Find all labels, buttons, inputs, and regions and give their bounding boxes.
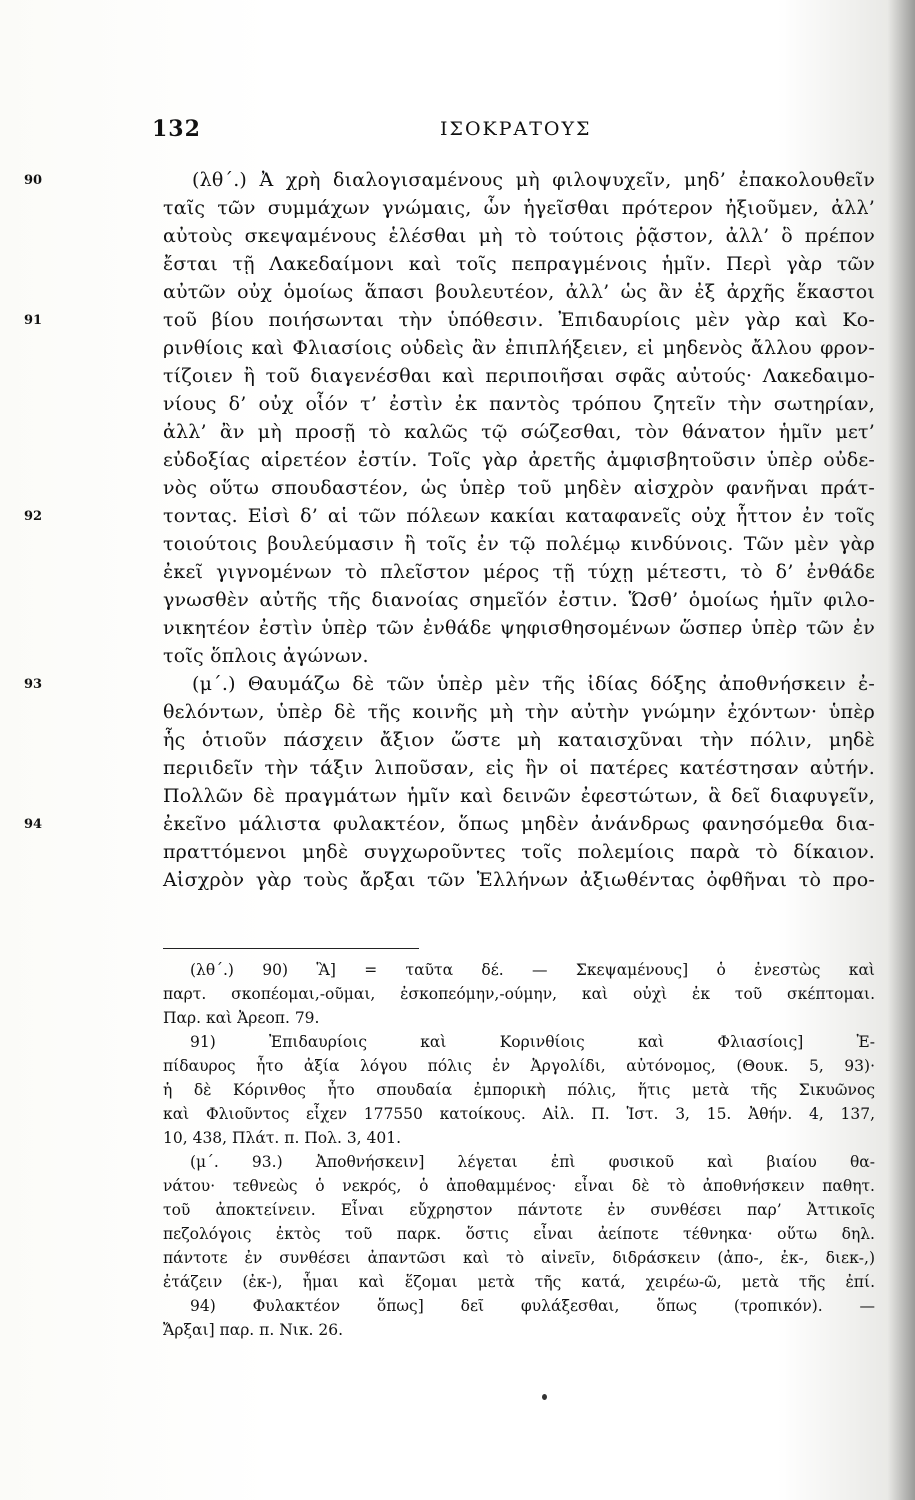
text-line-content: αὐτοὺς σκεψαμένους ἑλέσθαι μὴ τὸ τούτοις ῥᾷστον, ἀλλ’ ὃ πρέπον: [163, 225, 875, 247]
footnote-line: [0, 958, 915, 982]
text-line: [0, 446, 915, 474]
margin-section-number: 94: [24, 817, 43, 832]
text-line: [0, 782, 915, 810]
footnote-line-content: τοῦ ἀποκτείνειν. Εἶναι εὔχρηστον πάντοτε ἐν συνθέσει παρ’ Ἀττικοῖς: [163, 1201, 875, 1219]
text-line-content: περιιδεῖν τὴν τάξιν λιποῦσαν, εἰς ἣν οἱ πατέρες κατέστησαν αὐτήν.: [163, 757, 875, 779]
text-line-content: τοντας. Εἰσὶ δ’ αἱ τῶν πόλεων κακίαι καταφανεῖς οὐχ ἧττον ἐν τοῖς: [163, 505, 875, 527]
text-line-content: τοῖς ὅπλοις ἀγώνων.: [163, 645, 369, 667]
page-number: 132: [152, 116, 201, 142]
text-line: [0, 642, 915, 670]
text-line: [0, 726, 915, 754]
page-header: [152, 116, 870, 146]
text-line: [0, 614, 915, 642]
text-line-content: αὐτῶν οὐχ ὁμοίως ἅπασι βουλευτέον, ἀλλ’ ὡς ἂν ἐξ ἀρχῆς ἕκαστοι: [163, 281, 875, 303]
main-text: [0, 166, 915, 894]
text-line-content: ἐκεῖ γιγνομένων τὸ πλεῖστον μέρος τῇ τύχῃ μέτεστι, τὸ δ’ ἐνθάδε: [163, 561, 875, 583]
footnote-line: [0, 1246, 915, 1270]
footnote-line-content: ἡ δὲ Κόρινθος ἦτο σπουδαία ἐμπορικὴ πόλις, ἥτις μετὰ τῆς Σικυῶνος: [163, 1081, 875, 1099]
text-line: [0, 222, 915, 250]
text-line: [0, 362, 915, 390]
text-line-content: τοῦ βίου ποιήσωνται τὴν ὑπόθεσιν. Ἐπιδαυρίοις μὲν γὰρ καὶ Κο-: [163, 309, 875, 331]
footnote-line: [0, 1174, 915, 1198]
text-line: [0, 474, 915, 502]
text-line: [0, 810, 915, 838]
footnotes: [0, 958, 915, 1342]
text-line: [0, 390, 915, 418]
text-line-content: θελόντων, ὑπὲρ δὲ τῆς κοινῆς μὴ τὴν αὐτὴν γνώμην ἐχόντων· ὑπὲρ: [163, 701, 875, 723]
ink-speck: [542, 1394, 547, 1400]
text-line-content: νικητέον ἐστὶν ὑπὲρ τῶν ἐνθάδε ψηφισθησομένων ὥσπερ ὑπὲρ τῶν ἐν: [163, 617, 875, 639]
text-line: [0, 250, 915, 278]
margin-section-number: 91: [24, 313, 43, 328]
text-line: [0, 698, 915, 726]
text-line-content: (μ΄.) Θαυμάζω δὲ τῶν ὑπὲρ μὲν τῆς ἰδίας δόξης ἀποθνήσκειν ἐ-: [192, 673, 875, 695]
text-line: [0, 418, 915, 446]
footnote-line-content: καὶ Φλιοῦντος εἶχεν 177550 κατοίκους. Αἰλ. Π. Ἱστ. 3, 15. Ἀθήν. 4, 137,: [163, 1105, 875, 1123]
footnote-line-content: Παρ. καὶ Ἀρεοπ. 79.: [163, 1009, 320, 1027]
text-line-content: νίους δ’ οὐχ οἷόν τ’ ἐστὶν ἐκ παντὸς τρόπου ζητεῖν τὴν σωτηρίαν,: [163, 393, 875, 415]
text-line: [0, 194, 915, 222]
text-line-content: τοιούτοις βουλεύμασιν ἢ τοῖς ἐν τῷ πολέμῳ κινδύνοις. Τῶν μὲν γὰρ: [163, 533, 875, 555]
footnote-line: [0, 1126, 915, 1150]
footnote-rule: [163, 948, 419, 949]
text-line-content: τίζοιεν ἢ τοῦ διαγενέσθαι καὶ περιποιῆσαι σφᾶς αὐτούς· Λακεδαιμο-: [163, 365, 875, 387]
text-line-content: Αἰσχρὸν γὰρ τοὺς ἄρξαι τῶν Ἑλλήνων ἀξιωθέντας ὀφθῆναι τὸ προ-: [163, 869, 875, 891]
text-line: [0, 306, 915, 334]
text-line: [0, 166, 915, 194]
footnote-line: [0, 1102, 915, 1126]
text-line-content: ἀλλ’ ἂν μὴ προσῇ τὸ καλῶς τῷ σώζεσθαι, τὸν θάνατον ἡμῖν μετ’: [163, 421, 875, 443]
text-line-content: (λθ΄.) Ἀ χρὴ διαλογισαμένους μὴ φιλοψυχεῖν, μηδ’ ἐπακολουθεῖν: [192, 169, 875, 191]
text-line: [0, 530, 915, 558]
margin-section-number: 90: [24, 173, 43, 188]
text-line-content: ρινθίοις καὶ Φλιασίοις οὐδεὶς ἂν ἐπιπλήξειεν, εἰ μηδενὸς ἄλλου φρον-: [163, 337, 875, 359]
footnote-line-content: 10, 438, Πλάτ. π. Πολ. 3, 401.: [163, 1129, 402, 1147]
text-line: [0, 558, 915, 586]
footnote-line-content: 91) Ἐπιδαυρίοις καὶ Κορινθίοις καὶ Φλιασίοις] Ἐ-: [190, 1033, 875, 1051]
text-line: [0, 754, 915, 782]
footnote-line-content: παρτ. σκοπέομαι,-οῦμαι, ἐσκοπεόμην,-ούμην, καὶ οὐχὶ ἐκ τοῦ σκέπτομαι.: [163, 985, 875, 1003]
footnote-line: [0, 982, 915, 1006]
footnote-line: [0, 1030, 915, 1054]
footnote-line: [0, 1078, 915, 1102]
text-line: [0, 502, 915, 530]
text-line-content: ἧς ὁτιοῦν πάσχειν ἄξιον ὥστε μὴ καταισχῦναι τὴν πόλιν, μηδὲ: [163, 729, 875, 751]
running-title: ΙΣΟΚΡΑΤΟΥΣ: [440, 118, 592, 140]
margin-section-number: 92: [24, 509, 43, 524]
footnote-line: [0, 1294, 915, 1318]
footnote-line: [0, 1198, 915, 1222]
footnote-line-content: πίδαυρος ἦτο ἀξία λόγου πόλις ἐν Ἀργολίδι, αὐτόνομος, (Θουκ. 5, 93)·: [163, 1057, 875, 1075]
text-line: [0, 586, 915, 614]
footnote-line-content: (μ΄. 93.) Ἀποθνήσκειν] λέγεται ἐπὶ φυσικοῦ καὶ βιαίου θα-: [190, 1153, 875, 1171]
margin-section-number: 93: [24, 677, 43, 692]
footnote-line-content: Ἄρξαι] παρ. π. Νικ. 26.: [163, 1321, 344, 1339]
text-line-content: γνωσθὲν αὐτῆς τῆς διανοίας σημεῖόν ἐστιν. Ὥσθ’ ὁμοίως ἡμῖν φιλο-: [163, 589, 875, 611]
footnote-line: [0, 1270, 915, 1294]
footnote-line-content: 94) Φυλακτέον ὅπως] δεῖ φυλάξεσθαι, ὅπως (τροπικόν). —: [190, 1297, 875, 1315]
text-line: [0, 278, 915, 306]
text-line-content: ἐκεῖνο μάλιστα φυλακτέον, ὅπως μηδὲν ἀνάνδρως φανησόμεθα δια-: [163, 813, 875, 835]
text-line-content: πραττόμενοι μηδὲ συγχωροῦντες τοῖς πολεμίοις παρὰ τὸ δίκαιον.: [163, 841, 875, 863]
text-line-content: ταῖς τῶν συμμάχων γνώμαις, ὧν ἡγεῖσθαι πρότερον ἠξιοῦμεν, ἀλλ’: [163, 197, 875, 219]
text-line-content: ἔσται τῇ Λακεδαίμονι καὶ τοῖς πεπραγμένοις ἡμῖν. Περὶ γὰρ τῶν: [163, 253, 875, 275]
text-line: [0, 670, 915, 698]
text-line: [0, 334, 915, 362]
footnote-line-content: ἐτάζειν (ἐκ-), ἧμαι καὶ ἕζομαι μετὰ τῆς κατά, χειρέω-ῶ, μετὰ τῆς ἐπί.: [163, 1273, 875, 1291]
footnote-line: [0, 1006, 915, 1030]
footnote-line-content: πεζολόγοις ἐκτὸς τοῦ παρκ. ὅστις εἶναι ἀείποτε τέθνηκα· οὕτω δηλ.: [163, 1225, 875, 1243]
footnote-line-content: πάντοτε ἐν συνθέσει ἀπαντῶσι καὶ τὸ αἰνεῖν, διδράσκειν (ἀπο-, ἐκ-, διεκ-,): [163, 1249, 875, 1267]
footnote-line: [0, 1054, 915, 1078]
text-line: [0, 838, 915, 866]
footnote-line: [0, 1150, 915, 1174]
text-line-content: εὐδοξίας αἱρετέον ἐστίν. Τοῖς γὰρ ἀρετῆς ἀμφισβητοῦσιν ὑπὲρ οὐδε-: [163, 449, 875, 471]
text-line-content: νὸς οὕτω σπουδαστέον, ὡς ὑπὲρ τοῦ μηδὲν αἰσχρὸν φανῆναι πράτ-: [163, 477, 875, 499]
footnote-line-content: νάτου· τεθνεὼς ὁ νεκρός, ὁ ἀποθαμμένος· εἶναι δὲ τὸ ἀποθνήσκειν παθητ.: [163, 1177, 875, 1195]
text-line-content: Πολλῶν δὲ πραγμάτων ἡμῖν καὶ δεινῶν ἐφεστώτων, ἃ δεῖ διαφυγεῖν,: [163, 785, 875, 807]
footnote-line: [0, 1222, 915, 1246]
footnote-line-content: (λθ΄.) 90) Ἃ] = ταῦτα δέ. — Σκεψαμένους] ὁ ἐνεστὼς καὶ: [190, 961, 875, 979]
footnote-line: [0, 1318, 915, 1342]
text-line: [0, 866, 915, 894]
